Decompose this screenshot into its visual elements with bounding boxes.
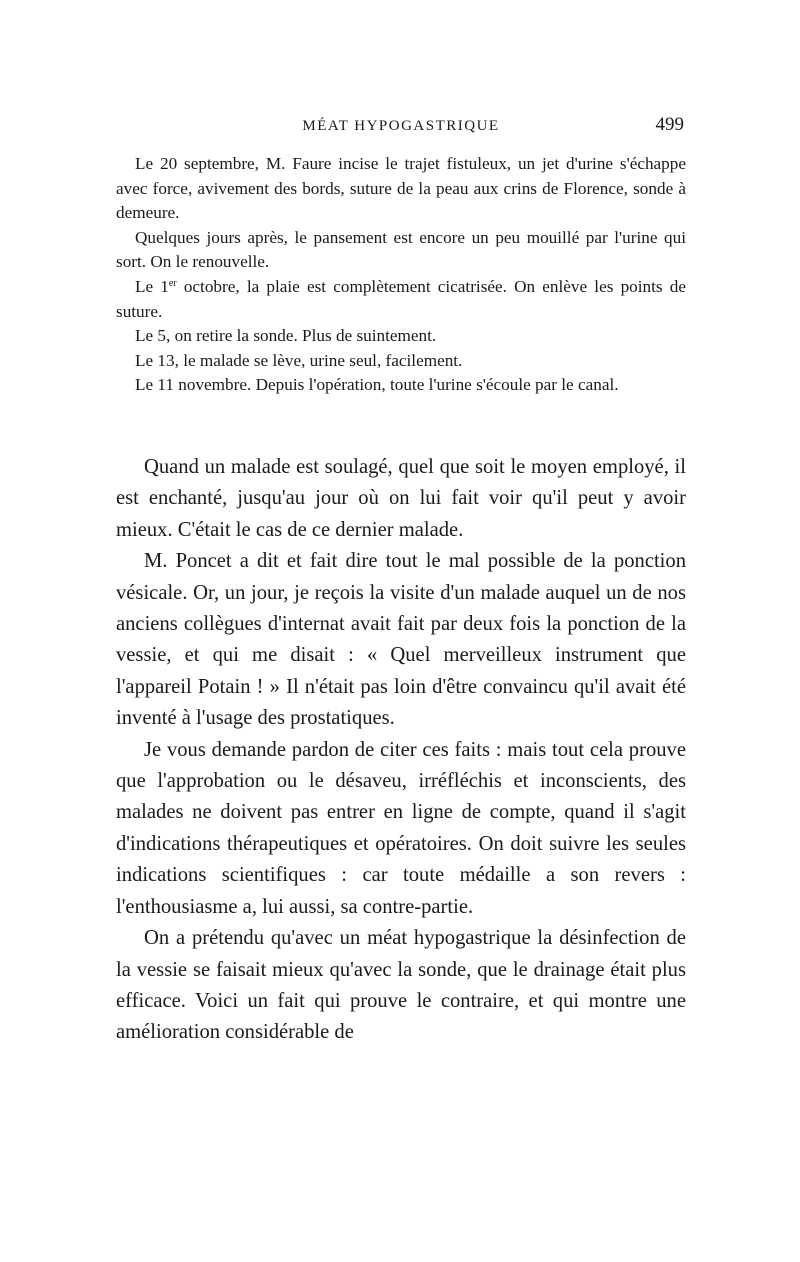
body-paragraph: Je vous demande pardon de citer ces faits : mais tout cela prouve que l'approbation ou le désaveu, irréfléchis et inconscients, des malades ne doivent pas entrer en ligne de compte, quand il s'agit d'indications thérapeutiques et opératoires. On doit suivre les seules indications scientifiques : car toute médaille a son revers : l'enthousiasme a, lui aussi, sa contre-partie. [116, 738, 686, 918]
case-note: Le 20 septembre, M. Faure incise le trajet fistuleux, un jet d'urine s'échappe avec force, avivement des bords, suture de la peau aux crins de Florence, sonde à demeure. [116, 154, 686, 223]
case-note [116, 275, 686, 324]
ordinal-superscript: er [168, 277, 177, 289]
body-paragraph: On a prétendu qu'avec un méat hypogastrique la désinfection de la vessie se faisait mieux qu'avec la sonde, que le drainage était plus efficace. Voici un fait qui prouve le contraire, et qui montre une amélioration considérable de [116, 927, 686, 1044]
case-note: Quelques jours après, le pansement est encore un peu mouillé par l'urine qui sort. On le renouvelle. [116, 227, 686, 272]
running-head [118, 110, 684, 140]
case-note-text: Le 1 [135, 276, 169, 296]
case-note: Le 11 novembre. Depuis l'opération, toute l'urine s'écoule par le canal. [135, 375, 619, 395]
case-note-text: octobre, la plaie est complètement cicatrisée. On enlève les points de suture. [116, 276, 686, 321]
running-title: MÉAT HYPOGASTRIQUE [302, 118, 500, 134]
body-text [116, 452, 686, 1049]
case-notes [116, 152, 686, 398]
case-note: Le 13, le malade se lève, urine seul, facilement. [135, 350, 463, 370]
page-number: 499 [655, 114, 684, 135]
body-paragraph: M. Poncet a dit et fait dire tout le mal possible de la ponction vésicale. Or, un jour, je reçois la visite d'un malade auquel un de nos anciens collègues d'internat avait fait par deux fois la ponction de la vessie, et qui me disait : « Quel merveilleux instrument que l'appareil Potain ! » Il n'était pas loin d'être convaincu qu'il avait été inventé à l'usage des prostatiques. [116, 550, 686, 730]
body-paragraph: Quand un malade est soulagé, quel que soit le moyen employé, il est enchanté, jusqu'au jour où on lui fait voir qu'il peut y avoir mieux. C'était le cas de ce dernier malade. [116, 456, 686, 541]
case-note: Le 5, on retire la sonde. Plus de suintement. [135, 326, 437, 346]
